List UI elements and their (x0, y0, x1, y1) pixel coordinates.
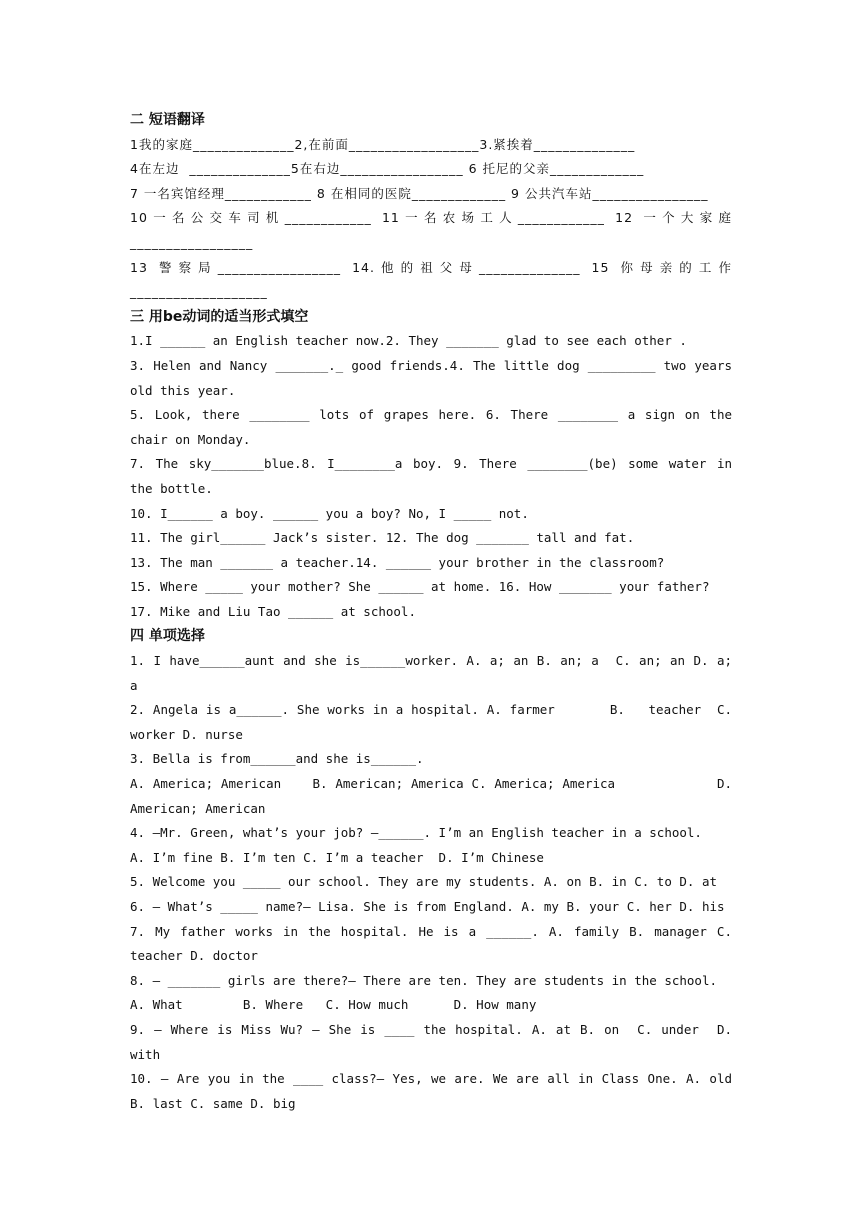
section-4-line-10: 8. — _______ girls are there?— There are ten. They are students in the school. (130, 972, 717, 988)
section-3-line-6: 11. The girl______ Jack’s sister. 12. The dog _______ tall and fat. (130, 530, 635, 546)
section-2-line-3: 7 一名宾馆经理____________ 8 在相同的医院_____________ 9 公共汽车站________________ (130, 185, 709, 201)
section-3-line-7: 13. The man _______ a teacher.14. ______ your brother in the classroom? (130, 554, 665, 570)
section-2-line-1: 1我的家庭______________2,在前面__________________3.紧挨着______________ (130, 136, 636, 152)
worksheet (130, 108, 740, 1116)
section-3-line-8: 15. Where _____ your mother? She ______ at home. 16. How _______ your father? (130, 579, 710, 595)
section-4-line-7: 5. Welcome you _____ our school. They are my students. A. on B. in C. to D. at (130, 874, 717, 890)
section-4-line-2: 2. Angela is a______. She works in a hospital. A. farmer B. teacher C. worker D. nurse (130, 702, 740, 742)
section-3-line-4: 7. The sky_______blue.8. I________a boy. 9. There ________(be) some water in the bottle. (130, 456, 740, 496)
section-4-title: 四 单项选择 (130, 628, 205, 645)
section-4-line-11: A. What B. Where C. How much D. How many (130, 997, 537, 1013)
section-3-line-1: 1.I ______ an English teacher now.2. They _______ glad to see each other . (130, 333, 687, 349)
section-4-line-6: A. I’m fine B. I’m ten C. I’m a teacher D. I’m Chinese (130, 849, 544, 865)
section-3-title: 三 用be动词的适当形式填空 (130, 308, 309, 325)
section-3-line-5: 10. I______ a boy. ______ you a boy? No, I _____ not. (130, 505, 529, 521)
section-4-line-9: 7. My father works in the hospital. He is a ______. A. family B. manager C. teacher D. doctor (130, 923, 740, 964)
section-2-title: 二 短语翻译 (130, 112, 205, 128)
section-3-line-9: 17. Mike and Liu Tao ______ at school. (130, 603, 416, 619)
section-3-line-3: 5. Look, there ________ lots of grapes here. 6. There ________ a sign on the chair on Monday. (130, 407, 740, 447)
section-4-line-4: A. America; American B. American; America C. America; America D. American; American (130, 776, 740, 816)
section-4-line-12: 9. — Where is Miss Wu? — She is ____ the hospital. A. at B. on C. under D. with (130, 1021, 740, 1062)
section-2-line-5: 13 警察局_________________ 14.他的祖父母______________ 15 你母亲的工作___________________ (130, 259, 732, 300)
section-4-line-5: 4. —Mr. Green, what’s your job? —______. I’m an English teacher in a school. (130, 825, 702, 841)
section-4-line-3: 3. Bella is from______and she is______. (130, 751, 424, 767)
section-4-line-8: 6. — What’s _____ name?— Lisa. She is from England. A. my B. your C. her D. his (130, 899, 725, 914)
section-2-line-4: 10一名公交车司机____________ 11一名农场工人____________ 12 一个大家庭_________________ (130, 210, 732, 250)
section-4-line-13: 10. – Are you in the ____ class?– Yes, we are. We are all in Class One. A. old B. last C. same D. big (130, 1071, 740, 1111)
section-4-line-1: 1. I have______aunt and she is______worker. A. a; an B. an; a C. an; an D. a; a (130, 653, 740, 693)
section-2-line-2: 4在左边 ______________5在右边_________________ 6 托尼的父亲_____________ (130, 161, 645, 177)
section-3-line-2: 3. Helen and Nancy _______._ good friends.4. The little dog _________ two years old this year. (130, 357, 740, 398)
